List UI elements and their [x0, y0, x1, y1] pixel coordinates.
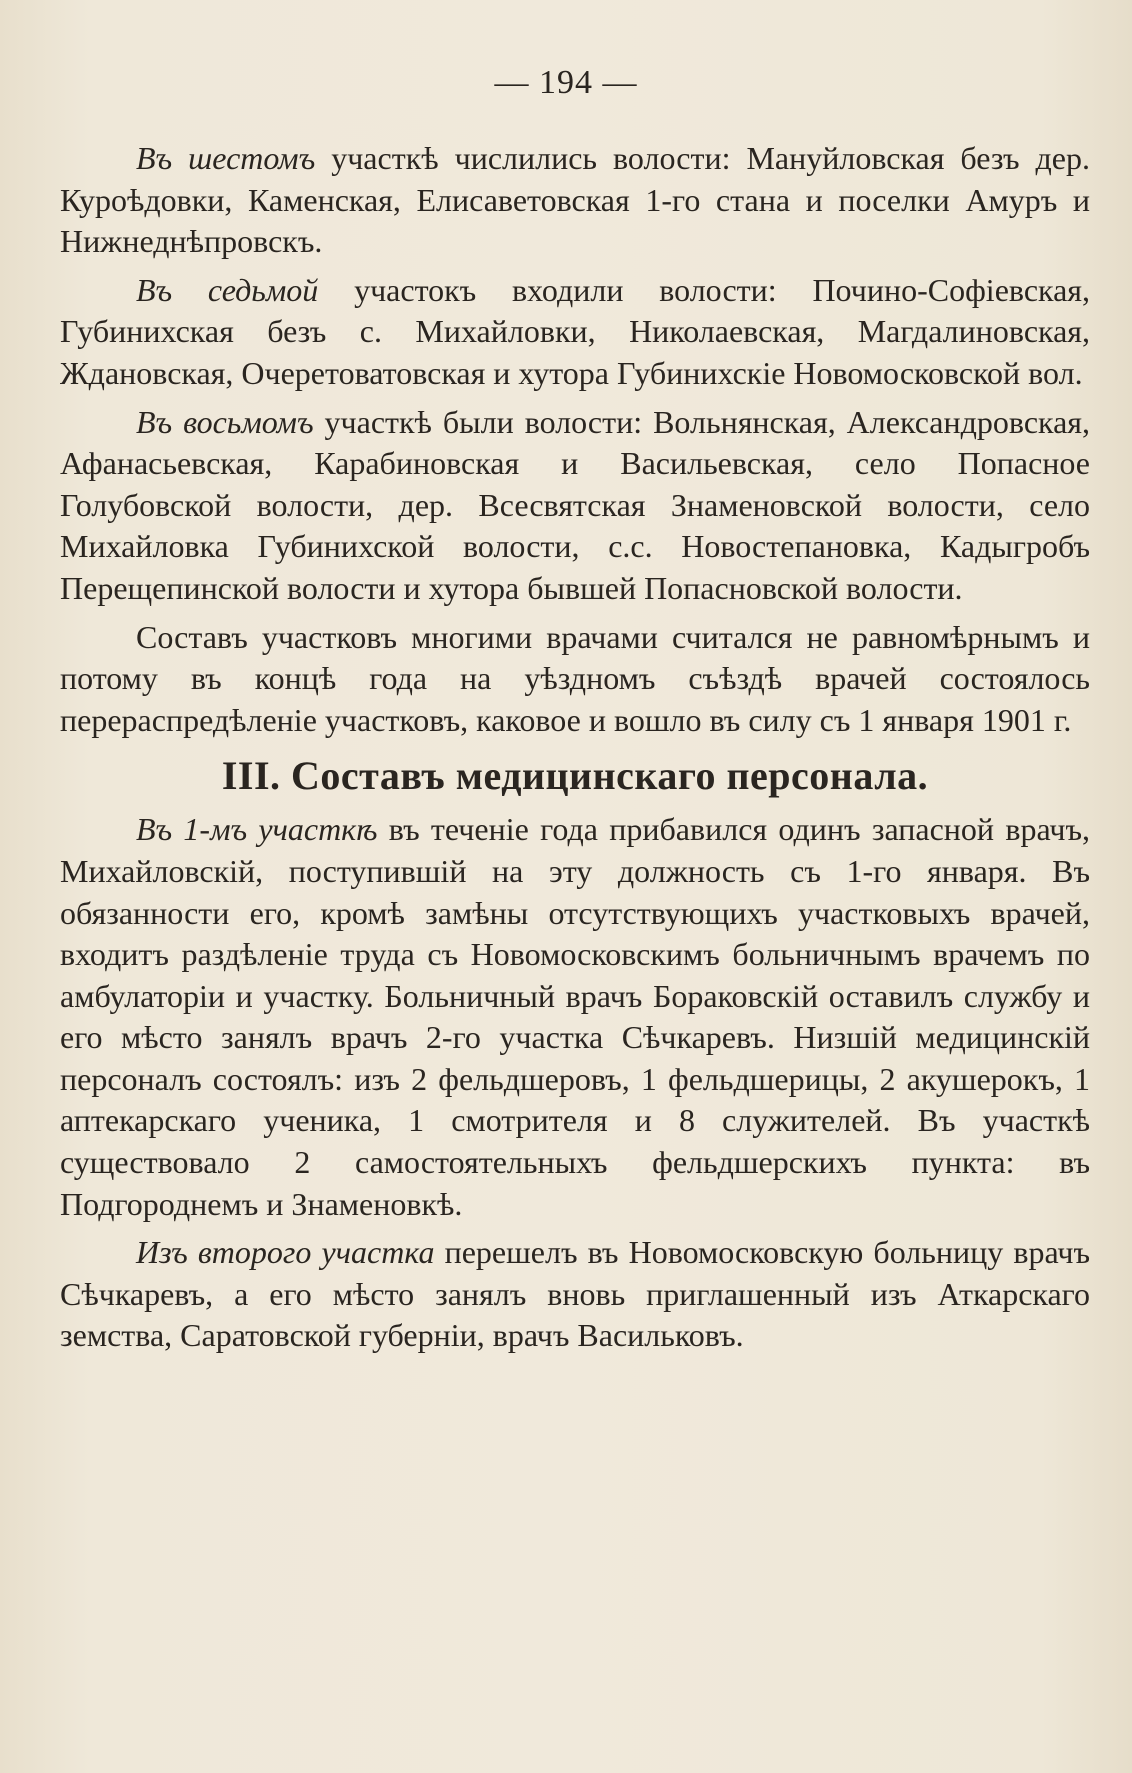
paragraph-seventh-district — [60, 270, 1090, 395]
paragraph-lead: Въ шестомъ — [136, 140, 316, 176]
page-body — [60, 138, 1090, 1357]
paragraph-lead: Въ 1-мъ участкѣ — [136, 811, 378, 848]
paragraph-lead: Въ седьмой — [136, 271, 319, 308]
paragraph-redistribution — [60, 617, 1090, 742]
paragraph-lead: Въ восьмомъ — [136, 403, 314, 440]
paragraph-text: участокъ входили волости: Почино-Софіевская, Губинихская безъ с. Михайловки, Николаевская, Магдалиновская, Ждановская, Очеретоватовская и хутора Губинихскіе Новомосковской вол. — [60, 271, 1091, 391]
paragraph-text: Составъ участковъ многими врачами считался не равномѣрнымъ и потому въ концѣ года на уѣздномъ съѣздѣ врачей состоялось перераспредѣленіе участковъ, каковое и вошло въ силу съ 1 января 1901 г. — [60, 618, 1090, 738]
paragraph-eighth-district — [60, 402, 1090, 610]
paragraph-sixth-district — [60, 138, 1090, 263]
paragraph-text: участкѣ числились волости: Мануйловская безъ дер. Куроѣдовки, Каменская, Елисаветовская 1-го стана и поселки Амуръ и Нижнеднѣпровскъ. — [60, 140, 1091, 260]
section-heading: III. Составъ медицинскаго персонала. — [221, 753, 929, 799]
paragraph-text: перешелъ въ Новомосковскую больницу врачъ Сѣчкаревъ, а его мѣсто занялъ вновь приглашенный изъ Аткарскаго земства, Саратовской губерніи, врачъ Васильковъ. — [60, 1234, 1090, 1354]
paragraph-text: въ теченіе года прибавился одинъ запасной врачъ, Михайловскій, поступившій на эту должность съ 1-го января. Въ обязанности его, кромѣ замѣны отсутствующихъ участковыхъ врачей, входитъ раздѣленіе труда съ Новомосковскимъ больничнымъ врачемъ по амбулаторіи и участку. Больничный врачъ Бораковскій оставилъ службу и его мѣсто занялъ врачъ 2-го участка Сѣчкаревъ. Низшій медицинскій персоналъ состоялъ: изъ 2 фельдшеровъ, 1 фельдшерицы, 2 акушерокъ, 1 аптекарскаго ученика, 1 смотрителя и 8 служителей. Въ участкѣ существовало 2 самостоятельныхъ фельдшерскихъ пункта: въ Подгороднемъ и Знаменовкѣ. — [60, 811, 1091, 1222]
paragraph-text: участкѣ были волости: Вольнянская, Александровская, Афанасьевская, Карабиновская и Васильевская, село Попасное Голубовской волости, дер. Всесвятская Знаменовской волости, село Михайловка Губинихской волости, с.с. Новостепановка, Кадыгробъ Перещепинской волости и хутора бывшей Попасновской волости. — [60, 403, 1091, 606]
paragraph-first-district — [60, 809, 1090, 1225]
paragraph-lead: Изъ второго участка — [136, 1234, 435, 1271]
page-number: — 194 — — [494, 64, 638, 101]
paragraph-second-district — [60, 1232, 1090, 1357]
